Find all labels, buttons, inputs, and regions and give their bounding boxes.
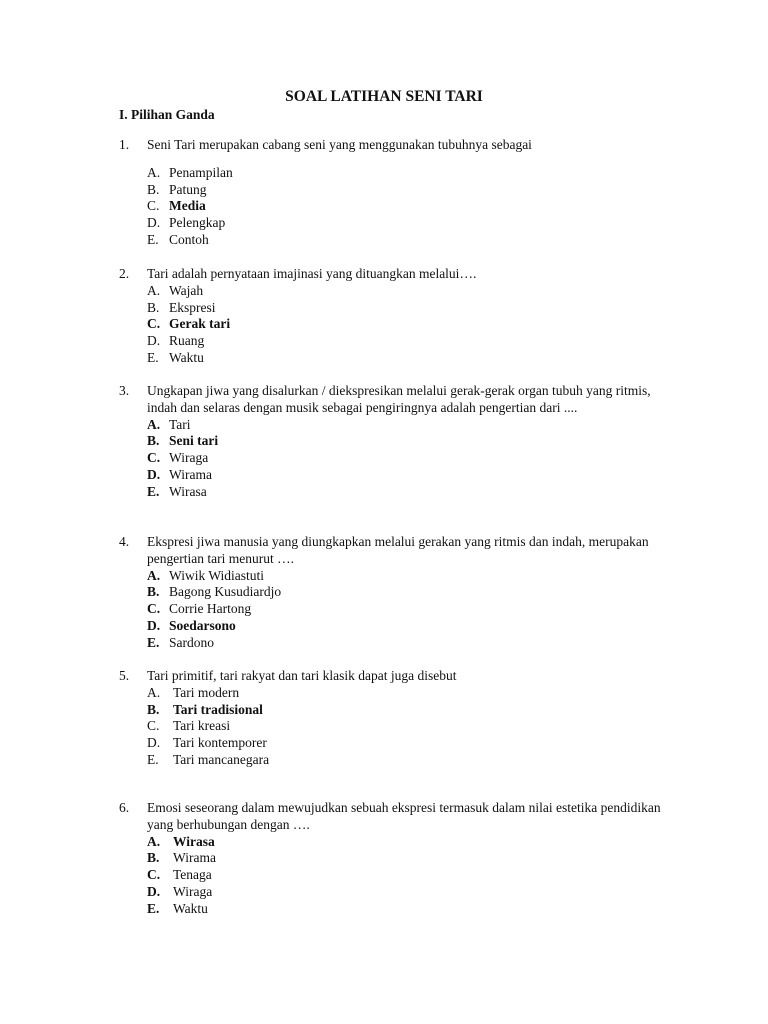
option-text: Penampilan — [169, 164, 233, 180]
question-number: 6. — [119, 800, 130, 815]
option-letter: C. — [147, 718, 160, 734]
question-number: 4. — [119, 534, 130, 549]
question-4 — [119, 534, 679, 652]
question-text-line — [119, 137, 679, 154]
option-d — [147, 333, 679, 350]
option-text: Wirama — [169, 466, 212, 482]
option-list — [147, 283, 679, 367]
option-letter: A. — [147, 164, 161, 180]
option-letter: C. — [147, 601, 161, 617]
option-a — [147, 283, 679, 300]
option-d-correct — [147, 618, 679, 635]
option-c-correct — [147, 316, 679, 333]
option-letter: E. — [147, 231, 159, 247]
option-text: Sardono — [169, 634, 214, 650]
option-letter: B. — [147, 584, 160, 600]
option-letter: C. — [147, 316, 161, 332]
option-text: Waktu — [173, 900, 208, 916]
option-list — [147, 685, 679, 769]
option-letter: A. — [147, 684, 161, 700]
option-e — [147, 350, 679, 367]
question-text: Seni Tari merupakan cabang seni yang menggunakan tubuhnya sebagai — [147, 137, 532, 152]
option-letter: C. — [147, 867, 161, 883]
option-text: Gerak tari — [169, 316, 231, 332]
option-text: Tenaga — [173, 867, 212, 883]
option-text: Ekspresi — [169, 299, 216, 315]
option-text: Tari kreasi — [173, 718, 231, 734]
option-letter: A. — [147, 567, 161, 583]
option-letter: E. — [147, 900, 160, 916]
option-letter: E. — [147, 483, 160, 499]
option-letter: D. — [147, 215, 161, 231]
option-letter: E. — [147, 349, 159, 365]
option-text: Wirasa — [173, 833, 215, 849]
option-b — [147, 300, 679, 317]
option-a-correct — [147, 834, 679, 851]
option-text: Ruang — [169, 333, 205, 349]
option-b — [147, 182, 679, 199]
option-letter: D. — [147, 333, 161, 349]
option-e — [147, 901, 679, 918]
option-letter: E. — [147, 634, 160, 650]
option-list — [147, 834, 679, 918]
option-text: Wirasa — [169, 483, 207, 499]
option-letter: B. — [147, 299, 160, 315]
option-b — [147, 584, 679, 601]
option-letter: B. — [147, 181, 160, 197]
option-list — [147, 417, 679, 501]
option-text: Tari — [169, 416, 191, 432]
option-text: Tari modern — [173, 684, 240, 700]
option-text: Wajah — [169, 282, 204, 298]
option-text: Waktu — [169, 349, 204, 365]
question-1 — [119, 137, 679, 249]
question-number: 1. — [119, 137, 130, 152]
question-3 — [119, 383, 679, 501]
question-text-line — [119, 383, 679, 417]
option-text: Contoh — [169, 231, 209, 247]
option-letter: D. — [147, 883, 161, 899]
option-letter: B. — [147, 433, 160, 449]
option-text: Media — [169, 198, 206, 214]
option-letter: B. — [147, 701, 160, 717]
option-d — [147, 735, 679, 752]
option-letter: D. — [147, 617, 161, 633]
option-text: Seni tari — [169, 433, 219, 449]
question-text: Ungkapan jiwa yang disalurkan / diekspresikan melalui gerak-gerak organ tubuh yang ritmis, indah dan selaras dengan musik sebagai pengiringnya adalah pengertian dari .... — [147, 383, 651, 415]
option-letter: D. — [147, 735, 161, 751]
option-letter: D. — [147, 466, 161, 482]
question-text: Ekspresi jiwa manusia yang diungkapkan melalui gerakan yang ritmis dan indah, merupakan pengertian tari menurut …. — [147, 534, 649, 566]
option-e — [147, 484, 679, 501]
option-d — [147, 467, 679, 484]
option-text: Patung — [169, 181, 207, 197]
question-text-line — [119, 266, 679, 283]
section-heading: I. Pilihan Ganda — [119, 107, 215, 122]
option-text: Wirama — [173, 850, 216, 866]
option-text: Corrie Hartong — [169, 601, 252, 617]
question-text-line — [119, 668, 679, 685]
option-letter: A. — [147, 833, 161, 849]
option-b-correct — [147, 702, 679, 719]
question-6 — [119, 800, 679, 918]
option-letter: B. — [147, 850, 160, 866]
option-letter: A. — [147, 282, 161, 298]
option-c — [147, 867, 679, 884]
option-b — [147, 850, 679, 867]
question-text-line — [119, 800, 679, 834]
option-letter: C. — [147, 450, 161, 466]
question-number: 3. — [119, 383, 130, 398]
option-text: Soedarsono — [169, 617, 236, 633]
option-b-correct — [147, 433, 679, 450]
option-text: Tari mancanegara — [173, 751, 270, 767]
option-d — [147, 215, 679, 232]
option-e — [147, 232, 679, 249]
option-e — [147, 635, 679, 652]
option-a — [147, 685, 679, 702]
option-list — [147, 568, 679, 652]
question-text: Tari adalah pernyataan imajinasi yang dituangkan melalui…. — [147, 266, 477, 281]
option-text: Pelengkap — [169, 215, 226, 231]
question-number: 5. — [119, 668, 130, 683]
option-letter: C. — [147, 198, 160, 214]
document-title: SOAL LATIHAN SENI TARI — [285, 88, 483, 105]
option-a — [147, 165, 679, 182]
question-text: Tari primitif, tari rakyat dan tari klasik dapat juga disebut — [147, 668, 457, 683]
option-text: Tari kontemporer — [173, 735, 267, 751]
option-text: Wiraga — [169, 450, 209, 466]
option-d — [147, 884, 679, 901]
option-c — [147, 718, 679, 735]
option-text: Wiwik Widiastuti — [169, 567, 265, 583]
option-text: Tari tradisional — [173, 701, 263, 717]
option-a — [147, 417, 679, 434]
option-a — [147, 568, 679, 585]
option-text: Wiraga — [173, 883, 213, 899]
option-c — [147, 601, 679, 618]
question-2 — [119, 266, 679, 367]
option-c — [147, 450, 679, 467]
question-text: Emosi seseorang dalam mewujudkan sebuah ekspresi termasuk dalam nilai estetika pendidikan yang berhubungan dengan …. — [147, 800, 661, 832]
option-c-correct — [147, 198, 679, 215]
option-text: Bagong Kusudiardjo — [169, 584, 282, 600]
question-5 — [119, 668, 679, 769]
option-list — [147, 165, 679, 249]
option-letter: A. — [147, 416, 161, 432]
option-e — [147, 752, 679, 769]
question-text-line — [119, 534, 679, 568]
option-letter: E. — [147, 751, 159, 767]
question-number: 2. — [119, 266, 130, 281]
